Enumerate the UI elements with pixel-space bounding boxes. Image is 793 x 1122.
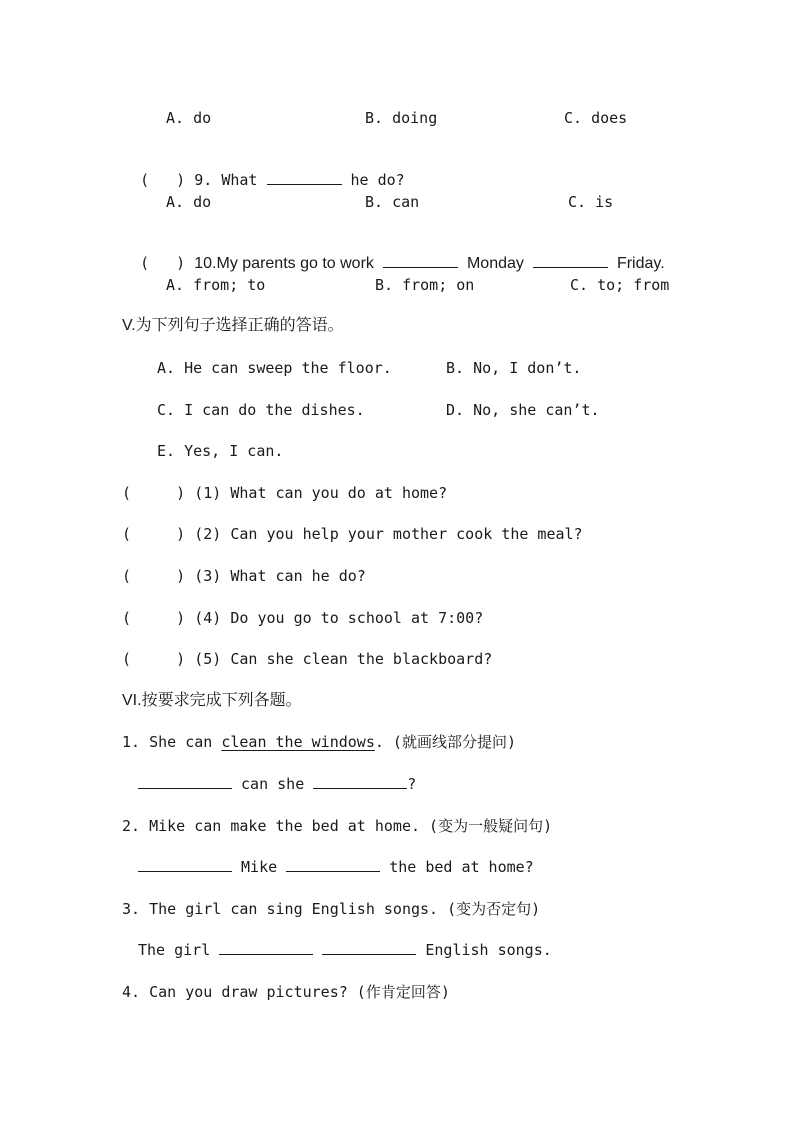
choice-b: B. No, I don’t.: [446, 359, 582, 377]
task-2-answer: [138, 857, 534, 877]
answer-paren[interactable]: ( ): [122, 609, 186, 627]
task-1-answer: [138, 774, 416, 794]
fill-blank[interactable]: [219, 940, 313, 955]
item-text: (3) What can he do?: [194, 567, 366, 585]
question-text: Friday.: [616, 255, 665, 272]
answer-text: ?: [407, 775, 417, 793]
item-text: (4) Do you go to school at 7:00?: [194, 609, 484, 627]
question-text: What: [221, 171, 258, 189]
answer-paren[interactable]: ( ): [122, 567, 186, 585]
list-item: [122, 483, 447, 503]
item-text: (2) Can you help your mother cook the meal?: [194, 525, 583, 543]
choice-e: E. Yes, I can.: [157, 442, 284, 460]
question-9: [122, 150, 405, 190]
answer-text: English songs.: [425, 941, 552, 959]
list-item: [122, 524, 583, 544]
answer-paren: ( ): [140, 254, 186, 272]
fill-blank[interactable]: [267, 170, 342, 185]
task-4: 4. Can you draw pictures? (作肯定回答): [122, 983, 450, 1001]
q9-option-c: C. is: [568, 193, 614, 211]
underlined-phrase: clean the windows: [221, 733, 375, 751]
q10-option-c: C. to; from: [570, 276, 670, 294]
question-number: 9.: [194, 171, 213, 189]
fill-blank[interactable]: [322, 940, 416, 955]
q8-option-c: C. does: [564, 109, 628, 127]
answer-text: Mike: [241, 858, 278, 876]
task-text: 1. She can: [122, 733, 222, 751]
choice-a: A. He can sweep the floor.: [157, 359, 392, 377]
answer-paren: ( ): [140, 171, 186, 189]
fill-blank[interactable]: [533, 253, 608, 268]
q10-option-b: B. from; on: [375, 276, 475, 294]
q10-option-a: A. from; to: [166, 276, 266, 294]
question-number: 10.: [194, 255, 217, 272]
question-text: My parents go to work: [216, 255, 374, 272]
list-item: [122, 608, 483, 628]
task-text: . (就画线部分提问): [374, 733, 516, 751]
answer-paren[interactable]: ( ): [122, 484, 186, 502]
task-3: 3. The girl can sing English songs. (变为否定句): [122, 900, 541, 918]
question-10: [122, 233, 665, 274]
list-item: [122, 566, 366, 586]
choice-c: C. I can do the dishes.: [157, 401, 365, 419]
item-text: (1) What can you do at home?: [194, 484, 448, 502]
fill-blank[interactable]: [138, 774, 232, 789]
answer-text: The girl: [138, 941, 211, 959]
item-text: (5) Can she clean the blackboard?: [194, 650, 493, 668]
q8-option-b: B. doing: [365, 109, 438, 127]
fill-blank[interactable]: [313, 774, 407, 789]
task-2: 2. Mike can make the bed at home. (变为一般疑问句): [122, 817, 553, 835]
answer-paren[interactable]: ( ): [122, 525, 186, 543]
answer-text: the bed at home?: [389, 858, 534, 876]
choice-d: D. No, she can’t.: [446, 401, 600, 419]
fill-blank[interactable]: [286, 857, 380, 872]
answer-paren[interactable]: ( ): [122, 650, 186, 668]
q9-option-a: A. do: [166, 193, 212, 211]
list-item: [122, 649, 492, 669]
question-text: Monday: [466, 255, 524, 272]
task-1: [122, 732, 516, 752]
q8-option-a: A. do: [166, 109, 212, 127]
fill-blank[interactable]: [138, 857, 232, 872]
q9-option-b: B. can: [365, 193, 420, 211]
question-text: he do?: [350, 171, 405, 189]
fill-blank[interactable]: [383, 253, 458, 268]
section-6-title: VI.按要求完成下列各题。: [122, 692, 302, 709]
answer-text: can she: [241, 775, 305, 793]
section-5-title: V.为下列句子选择正确的答语。: [122, 317, 344, 334]
task-3-answer: [138, 940, 552, 960]
